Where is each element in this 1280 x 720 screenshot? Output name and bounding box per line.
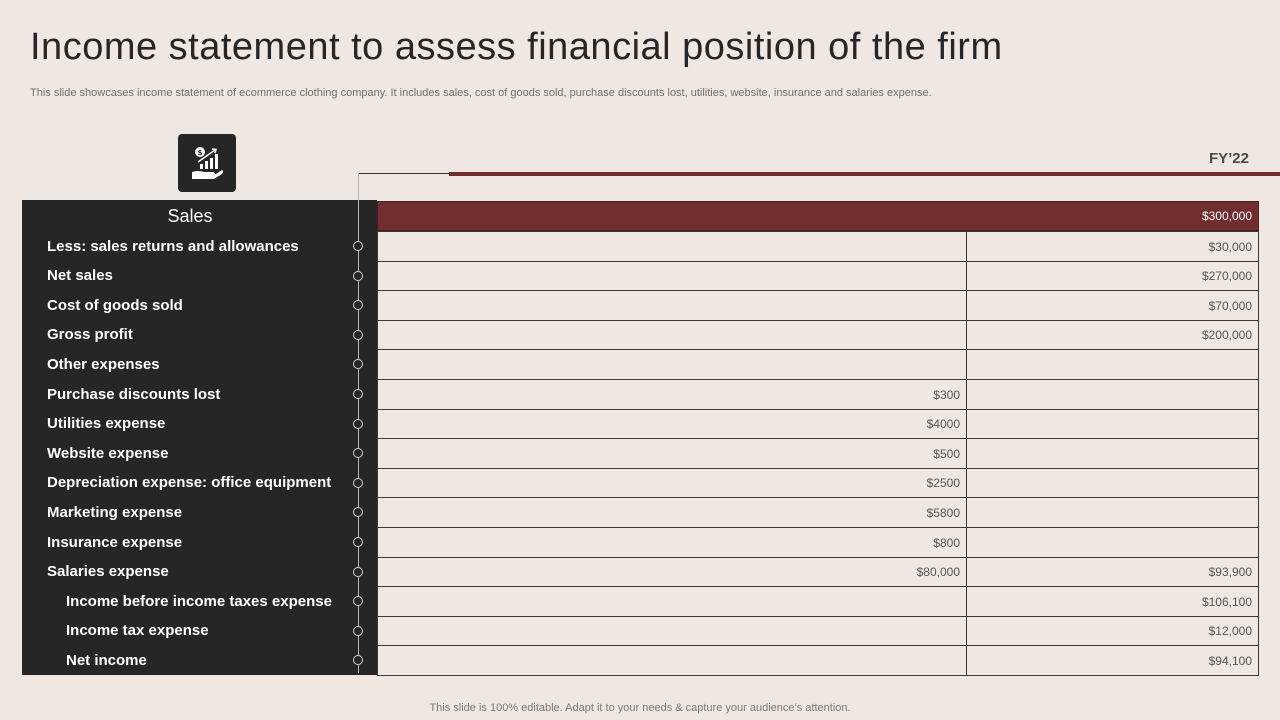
statement-cell-col2	[966, 409, 1259, 439]
timeline-dot	[353, 507, 363, 517]
statement-cell-col1: $300	[377, 379, 967, 410]
footer-note: This slide is 100% editable. Adapt it to your needs & capture your audience’s attention.	[429, 702, 851, 714]
statement-cell-col2	[966, 349, 1259, 380]
statement-row-label: Other expenses	[47, 355, 160, 373]
sales-header-value: $300,000	[377, 201, 1259, 231]
statement-cell-col1	[377, 290, 967, 321]
statement-cell-col1	[377, 320, 967, 350]
statement-cell-col2	[966, 468, 1259, 498]
statement-cell-col2: $70,000	[966, 290, 1259, 321]
statement-row-label: Salaries expense	[47, 563, 169, 580]
timeline-dot	[353, 241, 363, 251]
statement-cell-col2: $12,000	[966, 616, 1259, 646]
statement-row-label: Income tax expense	[66, 622, 209, 639]
statement-cell-col2: $30,000	[966, 231, 1259, 262]
statement-cell-col1	[377, 586, 967, 617]
statement-row-label: Insurance expense	[47, 533, 183, 551]
timeline-dot	[353, 655, 363, 665]
timeline-dot	[353, 359, 363, 369]
statement-cell-col1	[377, 616, 967, 646]
statement-row-label: Utilities expense	[47, 415, 166, 432]
statement-row-label: Purchase discounts lost	[47, 385, 221, 403]
statement-cell-col1	[377, 645, 967, 676]
svg-text:$: $	[197, 149, 203, 157]
statement-row-label: Depreciation expense: office equipment	[47, 474, 332, 491]
timeline-dot	[353, 419, 363, 429]
statement-cell-col2	[966, 379, 1259, 410]
statement-cell-col1: $5800	[377, 497, 967, 528]
timeline-dot	[353, 596, 363, 606]
timeline-dot	[353, 567, 363, 577]
statement-cell-col2	[966, 497, 1259, 528]
statement-row-label: Website expense	[47, 444, 169, 462]
statement-cell-col1: $4000	[377, 409, 967, 439]
statement-cell-col1: $2500	[377, 468, 967, 498]
timeline-dot	[353, 389, 363, 399]
statement-row-label: Net sales	[47, 267, 113, 284]
timeline-dot	[353, 626, 363, 636]
statement-cell-col2	[966, 527, 1259, 558]
statement-cell-col2: $200,000	[966, 320, 1259, 350]
page-title: Income statement to assess financial position of the firm	[30, 26, 1003, 68]
fiscal-year-divider	[449, 172, 1280, 176]
statement-cell-col1	[377, 261, 967, 291]
statement-cell-col1: $80,000	[377, 557, 967, 587]
financial-growth-hand-icon	[178, 134, 236, 192]
statement-cell-col1	[377, 231, 967, 262]
statement-cell-col2: $94,100	[966, 645, 1259, 676]
statement-row-label: Less: sales returns and allowances	[47, 237, 299, 255]
statement-row-label: Gross profit	[47, 326, 133, 343]
statement-row-label: Marketing expense	[47, 503, 183, 521]
fiscal-year-label: FY’22	[1208, 150, 1249, 167]
statement-cell-col1	[377, 349, 967, 380]
timeline-dot	[353, 537, 363, 547]
timeline-dot	[353, 300, 363, 310]
timeline-dot	[353, 271, 363, 281]
timeline-dot	[353, 448, 363, 458]
statement-cell-col1: $500	[377, 438, 967, 469]
page-subtitle: This slide showcases income statement of ecommerce clothing company. It includes sales, cost of goods sold, purchase discounts lost, utilities, website, insurance and salaries expense.	[30, 87, 932, 99]
connector-line	[358, 173, 449, 174]
statement-row-label: Net income	[66, 651, 147, 669]
sales-header-label: Sales	[167, 205, 213, 226]
statement-cell-col2: $106,100	[966, 586, 1259, 617]
timeline-dot	[353, 478, 363, 488]
statement-cell-col2: $93,900	[966, 557, 1259, 587]
statement-cell-col2: $270,000	[966, 261, 1259, 291]
statement-row-label: Income before income taxes expense	[66, 592, 332, 610]
timeline-dot	[353, 330, 363, 340]
statement-row-label: Cost of goods sold	[47, 296, 183, 314]
statement-cell-col1: $800	[377, 527, 967, 558]
statement-cell-col2	[966, 438, 1259, 469]
